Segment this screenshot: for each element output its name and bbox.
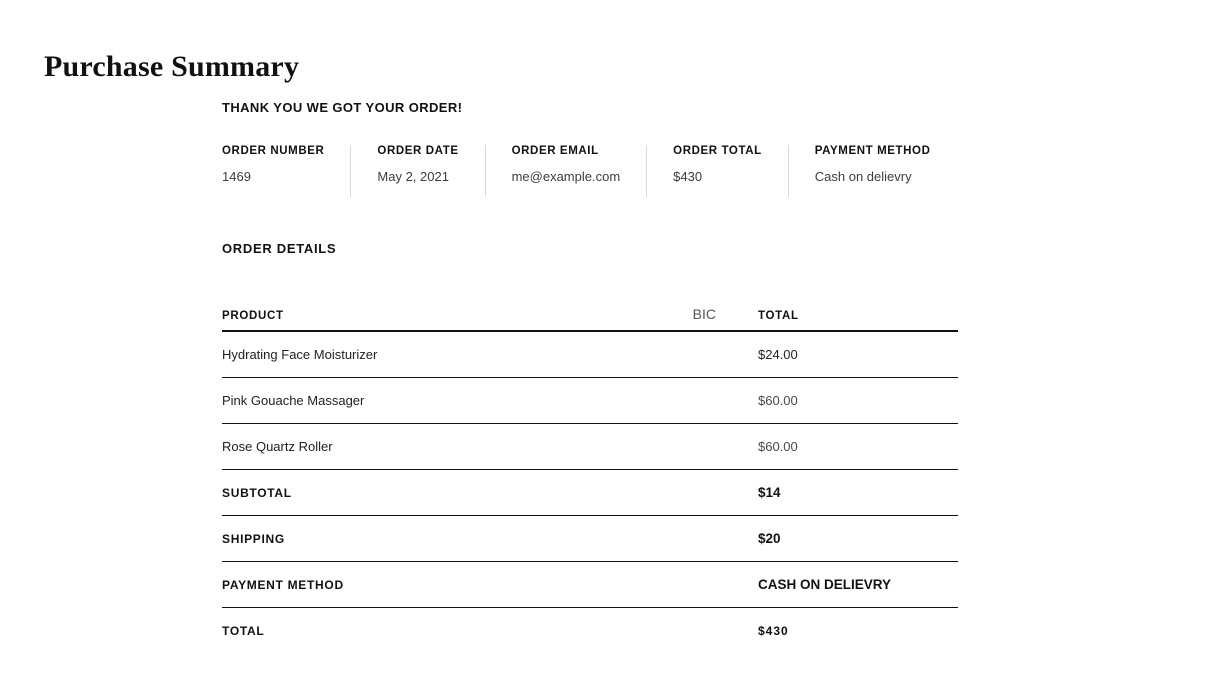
- table-row-shipping: [222, 516, 958, 562]
- summary-row-value: $20: [758, 531, 781, 546]
- product-name: Pink Gouache Massager: [222, 393, 365, 408]
- table-header-row: [222, 288, 958, 332]
- order-details-title: ORDER DETAILS: [222, 241, 337, 256]
- summary-value: me@example.com: [511, 169, 621, 184]
- product-name: Rose Quartz Roller: [222, 439, 333, 454]
- table-row-subtotal: [222, 470, 958, 516]
- summary-label: ORDER NUMBER: [222, 145, 325, 157]
- column-header-product: PRODUCT: [222, 310, 284, 322]
- order-summary-strip: [222, 145, 982, 197]
- table-row: [222, 424, 958, 470]
- summary-row-value: CASH ON DELIEVRY: [758, 577, 892, 592]
- summary-row-value: $430: [758, 623, 789, 638]
- product-total: $60.00: [758, 439, 798, 454]
- summary-label: ORDER TOTAL: [673, 145, 762, 157]
- summary-value: Cash on delievry: [814, 169, 912, 184]
- summary-cell-payment-method: [788, 145, 957, 197]
- column-header-middle: BIC: [692, 306, 716, 322]
- summary-cell-order-email: [485, 145, 647, 197]
- summary-row-value: $14: [758, 485, 781, 500]
- summary-cell-order-total: [646, 145, 788, 197]
- thank-you-message: THANK YOU WE GOT YOUR ORDER!: [222, 100, 463, 115]
- order-details-table: [222, 288, 958, 653]
- summary-row-label: PAYMENT METHOD: [222, 577, 344, 592]
- summary-value: May 2, 2021: [377, 169, 449, 184]
- summary-value: $430: [673, 169, 703, 184]
- purchase-summary-content: [222, 100, 982, 653]
- table-row-total: [222, 608, 958, 653]
- product-total: $24.00: [758, 347, 798, 362]
- table-row-payment-method: [222, 562, 958, 608]
- summary-value: 1469: [222, 169, 251, 184]
- summary-label: ORDER DATE: [377, 145, 459, 157]
- summary-label: ORDER EMAIL: [511, 145, 599, 157]
- summary-row-label: SUBTOTAL: [222, 485, 292, 500]
- summary-label: PAYMENT METHOD: [814, 145, 931, 157]
- table-row: [222, 332, 958, 378]
- page-title: Purchase Summary: [44, 50, 300, 84]
- summary-cell-order-number: [222, 145, 350, 197]
- summary-cell-order-date: [350, 145, 484, 197]
- summary-row-label: SHIPPING: [222, 531, 285, 546]
- column-header-total: TOTAL: [758, 310, 799, 322]
- table-row: [222, 378, 958, 424]
- product-name: Hydrating Face Moisturizer: [222, 347, 378, 362]
- summary-row-label: TOTAL: [222, 623, 265, 638]
- product-total: $60.00: [758, 393, 798, 408]
